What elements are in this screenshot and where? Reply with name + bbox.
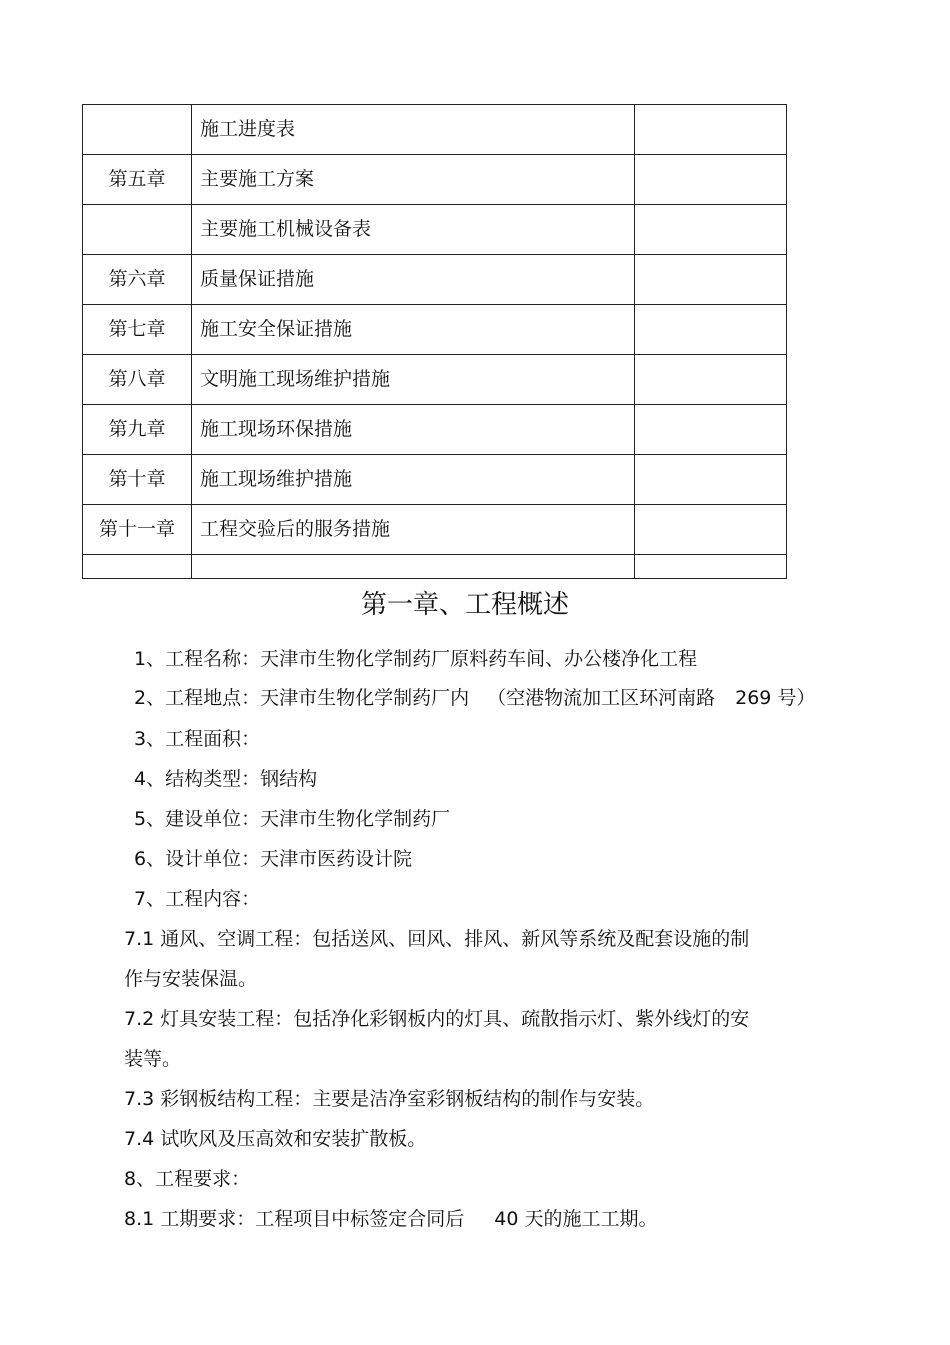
toc-title: 施工安全保证措施 (192, 305, 635, 355)
table-of-contents (82, 104, 787, 579)
toc-chapter (83, 105, 192, 155)
toc-title: 主要施工机械设备表 (192, 205, 635, 255)
toc-chapter (83, 555, 192, 579)
toc-chapter (83, 205, 192, 255)
toc-title: 施工进度表 (192, 105, 635, 155)
schedule-text: 8.1 工期要求：工程项目中标签定合同后 (124, 1208, 465, 1230)
toc-page (635, 555, 787, 579)
item-project-location (134, 686, 815, 710)
toc-page (635, 455, 787, 505)
item-project-content: 7、工程内容： (134, 888, 261, 910)
toc-row (83, 255, 787, 305)
toc-row (83, 305, 787, 355)
toc-row (83, 205, 787, 255)
toc-title: 工程交验后的服务措施 (192, 505, 635, 555)
toc-row (83, 505, 787, 555)
item-7-3: 7.3 彩钢板结构工程：主要是洁净室彩钢板结构的制作与安装。 (124, 1088, 655, 1110)
toc-page (635, 155, 787, 205)
toc-chapter: 第五章 (83, 155, 192, 205)
location-number: 269 号） (735, 687, 816, 709)
location-address: （空港物流加工区环河南路 (487, 687, 716, 709)
toc-page (635, 255, 787, 305)
toc-chapter: 第十一章 (83, 505, 192, 555)
item-structure-type: 4、结构类型：钢结构 (134, 768, 318, 790)
toc-title: 主要施工方案 (192, 155, 635, 205)
toc-page (635, 405, 787, 455)
toc-chapter: 第九章 (83, 405, 192, 455)
schedule-duration: 40 天的施工工期。 (494, 1208, 658, 1230)
toc-page (635, 355, 787, 405)
item-project-area: 3、工程面积： (134, 728, 261, 750)
toc-title: 质量保证措施 (192, 255, 635, 305)
toc-row (83, 155, 787, 205)
toc-title: 施工现场维护措施 (192, 455, 635, 505)
toc-row (83, 355, 787, 405)
toc-row (83, 105, 787, 155)
toc-page (635, 105, 787, 155)
toc-chapter: 第七章 (83, 305, 192, 355)
toc-chapter: 第八章 (83, 355, 192, 405)
item-7-1-line1: 7.1 通风、空调工程：包括送风、回风、排风、新风等系统及配套设施的制 (124, 928, 750, 950)
toc-row (83, 455, 787, 505)
item-7-1-line2: 作与安装保温。 (124, 968, 258, 990)
item-designer: 6、设计单位：天津市医药设计院 (134, 848, 413, 870)
chapter-title: 第一章、工程概述 (360, 590, 569, 620)
toc-chapter: 第十章 (83, 455, 192, 505)
item-8-1 (124, 1207, 657, 1231)
toc-page (635, 305, 787, 355)
location-text: 2、工程地点：天津市生物化学制药厂内 (134, 687, 470, 709)
item-7-2-line2: 装等。 (124, 1048, 182, 1070)
item-owner: 5、建设单位：天津市生物化学制药厂 (134, 808, 451, 830)
toc-title: 文明施工现场维护措施 (192, 355, 635, 405)
toc-title: 施工现场环保措施 (192, 405, 635, 455)
item-project-name: 1、工程名称：天津市生物化学制药厂原料药车间、办公楼净化工程 (134, 648, 698, 670)
item-7-2-line1: 7.2 灯具安装工程：包括净化彩钢板内的灯具、疏散指示灯、紫外线灯的安 (124, 1008, 750, 1030)
toc-row (83, 405, 787, 455)
toc-page (635, 205, 787, 255)
toc-title (192, 555, 635, 579)
item-requirements: 8、工程要求： (124, 1168, 251, 1190)
toc-row-empty (83, 555, 787, 579)
toc-chapter: 第六章 (83, 255, 192, 305)
item-7-4: 7.4 试吹风及压高效和安装扩散板。 (124, 1128, 427, 1150)
toc-page (635, 505, 787, 555)
